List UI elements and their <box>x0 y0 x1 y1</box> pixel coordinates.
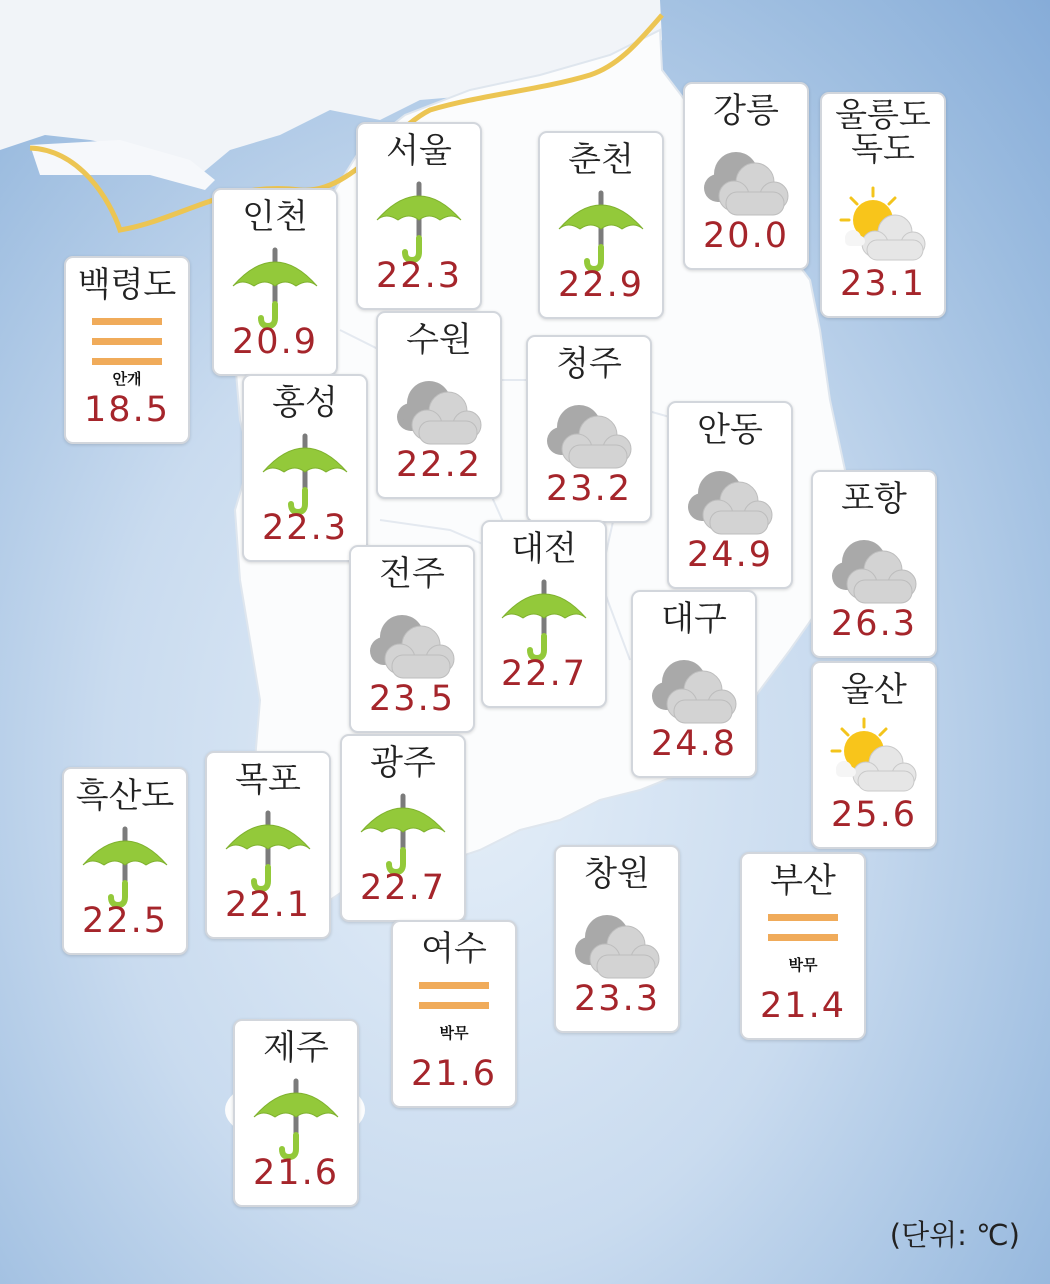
fog-icon <box>417 978 491 1018</box>
temperature-value: 23.3 <box>574 979 660 1019</box>
station-card <box>811 661 937 849</box>
temperature-value: 23.5 <box>369 679 455 719</box>
station-name: 포항 <box>841 479 907 519</box>
cloud-icon <box>571 907 663 987</box>
cloud-icon <box>393 373 485 453</box>
temperature-value: 22.3 <box>262 508 348 548</box>
station-card <box>481 520 607 708</box>
temperature-value: 22.7 <box>501 654 587 694</box>
station-card <box>667 401 793 589</box>
umbrella-icon <box>223 807 313 897</box>
cloud-icon <box>543 397 635 477</box>
cloud-icon <box>366 607 458 687</box>
umbrella-icon <box>374 178 464 268</box>
temperature-value: 22.3 <box>376 256 462 296</box>
station-card <box>683 82 809 270</box>
fog-label: 안개 <box>112 370 142 388</box>
station-name: 여수 <box>421 929 487 969</box>
umbrella-icon <box>556 187 646 277</box>
unit-label: (단위: ℃) <box>889 1218 1020 1252</box>
station-name: 대전 <box>511 529 577 569</box>
station-card <box>356 122 482 310</box>
station-card <box>391 920 517 1108</box>
station-card <box>526 335 652 523</box>
temperature-value: 24.8 <box>651 724 737 764</box>
temperature-value: 21.6 <box>253 1153 339 1193</box>
station-name: 울산 <box>841 670 907 710</box>
fog-icon <box>90 314 164 374</box>
station-name: 청주 <box>556 344 622 384</box>
umbrella-icon <box>230 244 320 334</box>
station-name: 전주 <box>379 554 445 594</box>
station-name: 강릉 <box>713 91 779 131</box>
fog-icon <box>766 910 840 950</box>
temperature-value: 22.9 <box>558 265 644 305</box>
umbrella-icon <box>358 790 448 880</box>
temperature-value: 22.5 <box>82 901 168 941</box>
station-card <box>538 131 664 319</box>
station-name: 창원 <box>584 854 650 894</box>
station-name: 인천 <box>242 197 308 237</box>
station-card <box>340 734 466 922</box>
temperature-value: 24.9 <box>687 535 773 575</box>
temperature-value: 22.7 <box>360 868 446 908</box>
station-card <box>820 92 946 318</box>
station-name: 목포 <box>235 760 301 800</box>
temperature-value: 22.1 <box>225 885 311 925</box>
temperature-value: 22.2 <box>396 445 482 485</box>
station-name: 울릉도 독도 <box>835 95 931 168</box>
umbrella-icon <box>260 430 350 520</box>
station-card <box>554 845 680 1033</box>
temperature-value: 23.1 <box>840 264 926 304</box>
temperature-value: 25.6 <box>831 795 917 835</box>
station-card <box>62 767 188 955</box>
temperature-value: 21.4 <box>760 986 846 1026</box>
station-name: 춘천 <box>568 140 634 180</box>
temperature-value: 20.0 <box>703 216 789 256</box>
cloud-icon <box>828 532 920 612</box>
umbrella-icon <box>80 823 170 913</box>
station-card <box>64 256 190 444</box>
sun-cloud-icon <box>837 186 929 270</box>
fog-label: 박무 <box>788 956 818 974</box>
temperature-value: 26.3 <box>831 604 917 644</box>
station-name: 흑산도 <box>75 776 175 816</box>
station-name: 광주 <box>370 743 436 783</box>
station-card <box>740 852 866 1040</box>
station-card <box>212 188 338 376</box>
temperature-value: 20.9 <box>232 322 318 362</box>
station-name: 제주 <box>263 1028 329 1068</box>
temperature-value: 23.2 <box>546 469 632 509</box>
station-card <box>242 374 368 562</box>
station-name: 부산 <box>770 861 836 901</box>
station-name: 대구 <box>661 599 727 639</box>
station-name: 홍성 <box>272 383 338 423</box>
sun-cloud-icon <box>828 717 920 801</box>
cloud-icon <box>648 652 740 732</box>
station-name: 안동 <box>697 410 763 450</box>
station-card <box>631 590 757 778</box>
temperature-value: 21.6 <box>411 1054 497 1094</box>
umbrella-icon <box>251 1075 341 1165</box>
station-card <box>349 545 475 733</box>
station-name: 서울 <box>386 131 452 171</box>
station-card <box>205 751 331 939</box>
station-card <box>811 470 937 658</box>
umbrella-icon <box>499 576 589 666</box>
station-card <box>233 1019 359 1207</box>
fog-label: 박무 <box>439 1024 469 1042</box>
cloud-icon <box>700 144 792 224</box>
station-card <box>376 311 502 499</box>
cloud-icon <box>684 463 776 543</box>
temperature-value: 18.5 <box>84 390 170 430</box>
station-name: 수원 <box>406 320 472 360</box>
station-name: 백령도 <box>77 265 177 305</box>
